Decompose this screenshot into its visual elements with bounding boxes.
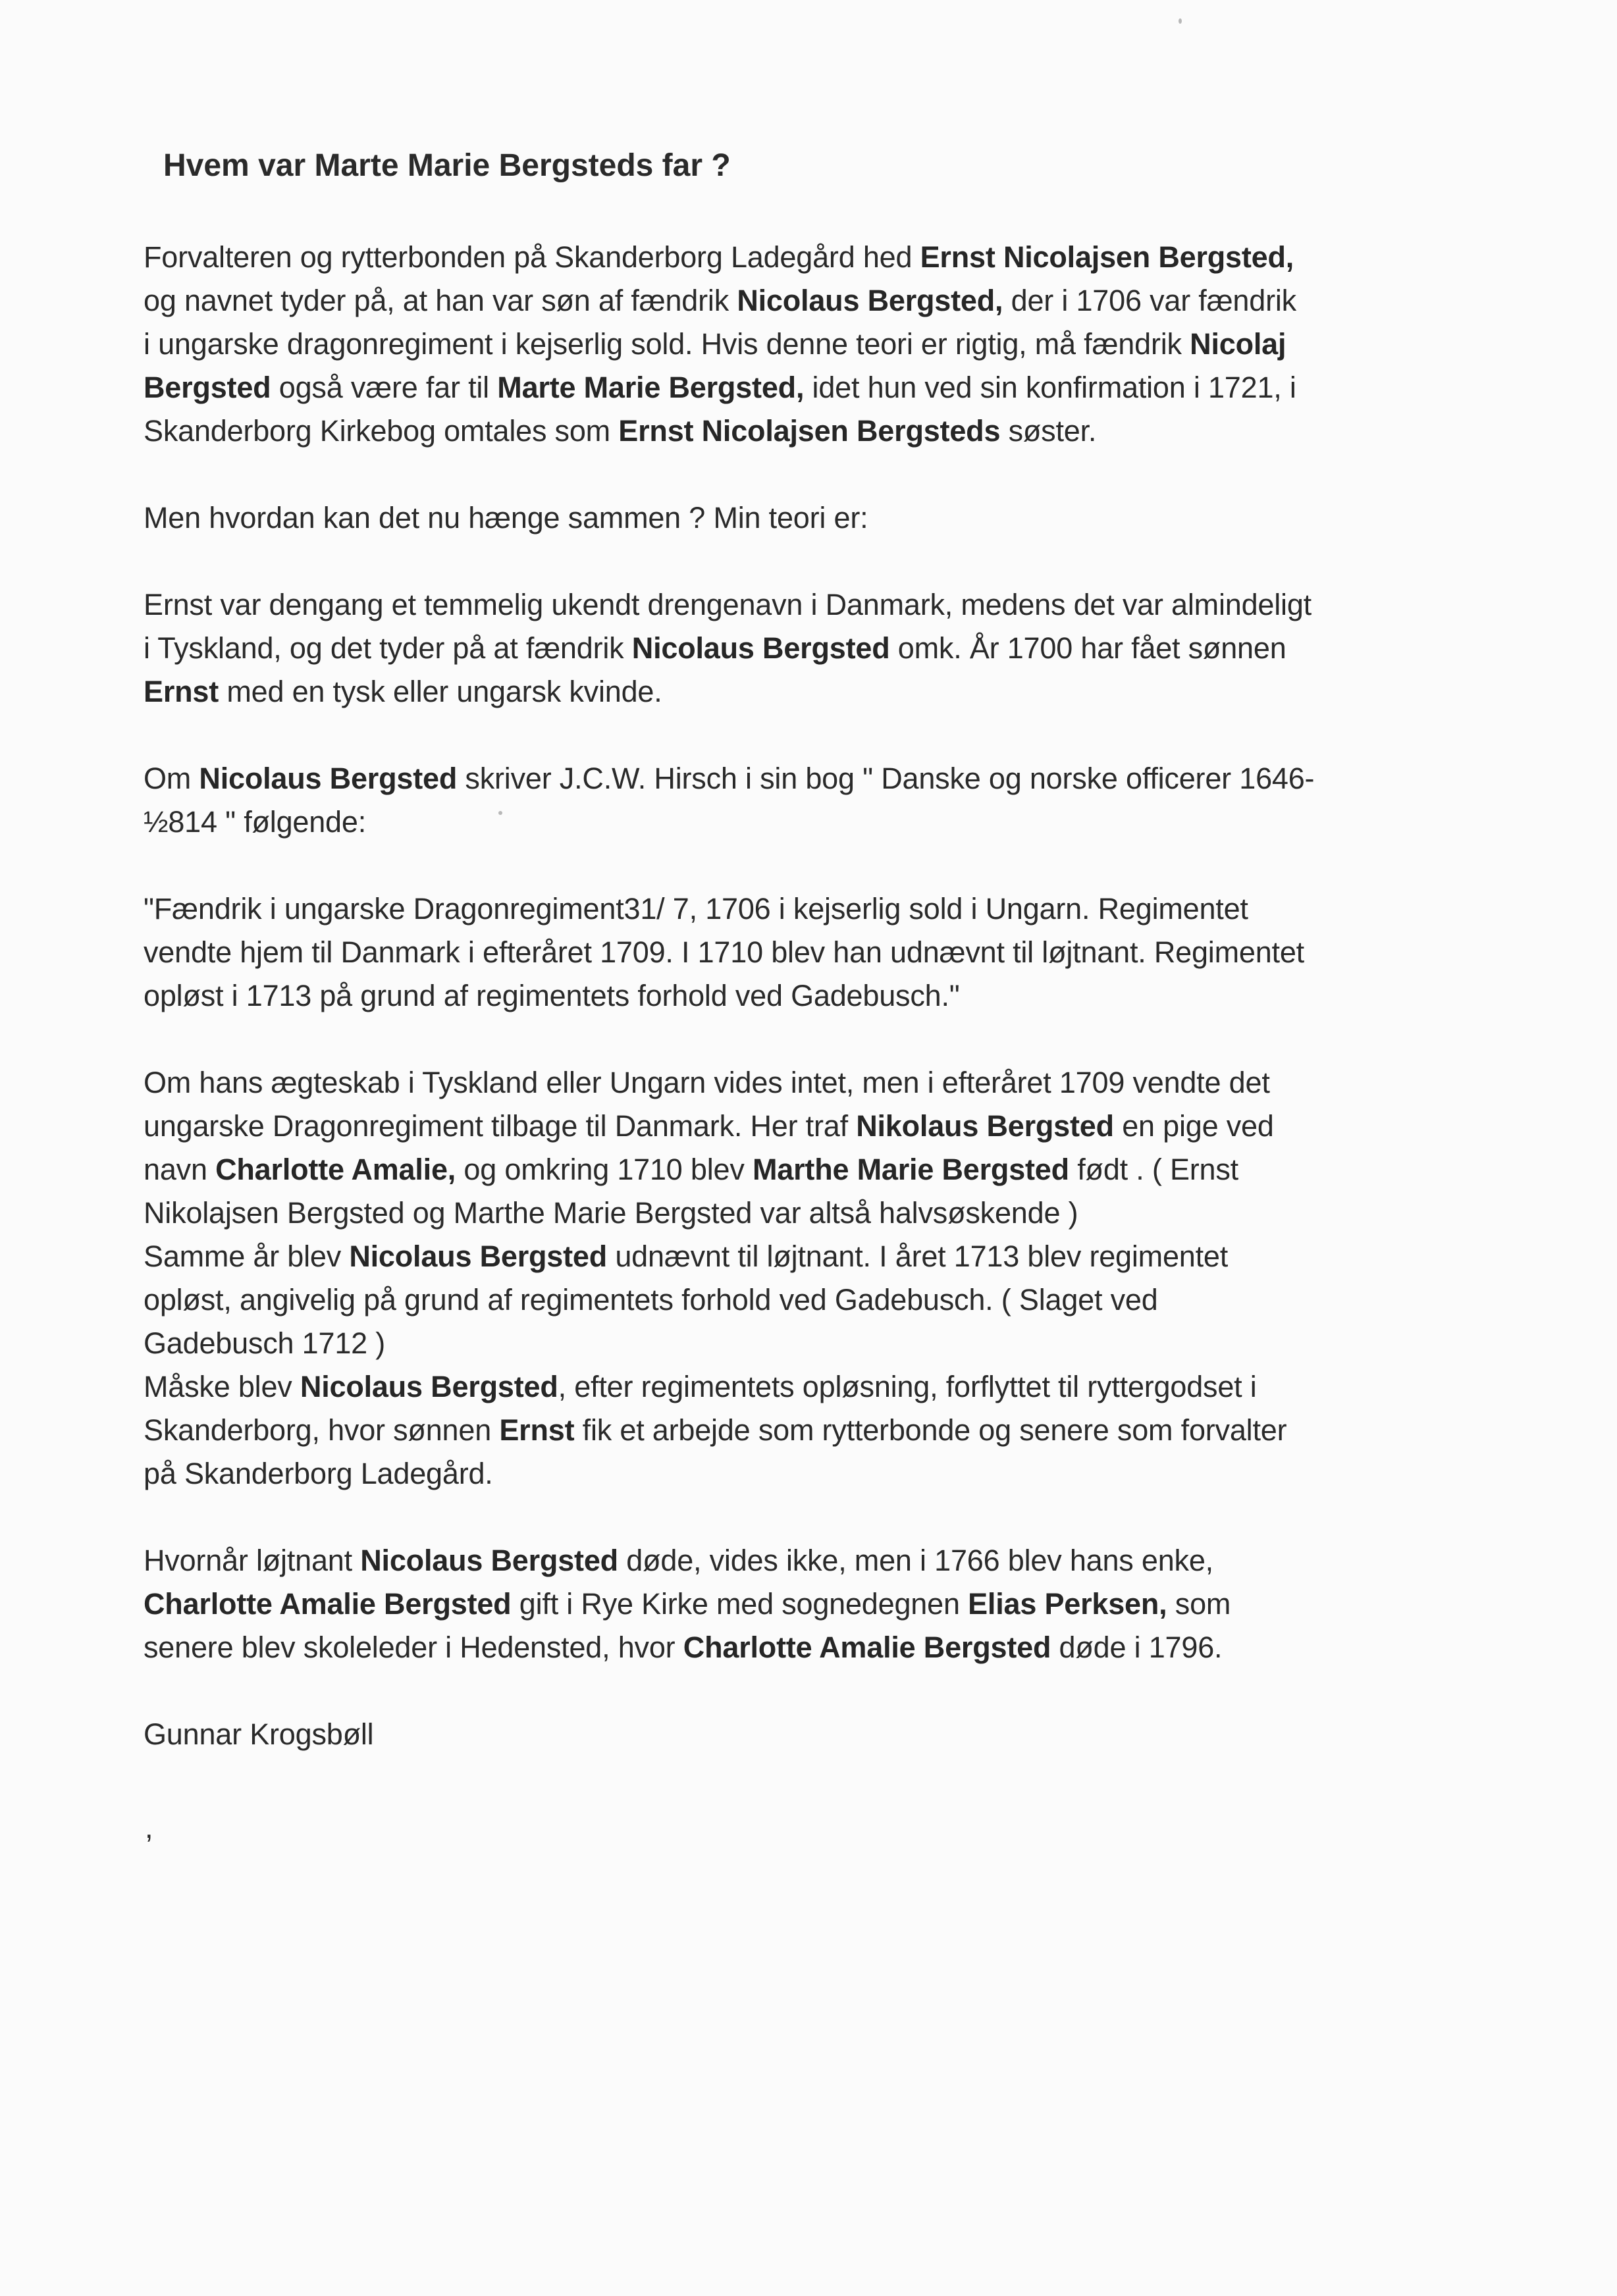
document-title: Hvem var Marte Marie Bergsteds far ? [163,148,731,183]
text-line: ungarske Dragonregiment tilbage til Danmark. Her traf Nikolaus Bergsted en pige ved [144,1109,1274,1143]
document-body [144,236,1480,1756]
text-line: Skanderborg Kirkebog omtales som Ernst Nicolajsen Bergsteds søster. [144,414,1097,448]
name-nicolaus-bergsted: Nicolaus Bergsted, [737,284,1003,317]
text-line: "Fændrik i ungarske Dragonregiment31/ 7, 1706 i kejserlig sold i Ungarn. Regimentet [144,892,1248,926]
paragraph-quote [144,887,1480,1018]
text-line: i ungarske dragonregiment i kejserlig sold. Hvis denne teori er rigtig, må fændrik Nicolaj [144,327,1286,361]
text-line: Om hans ægteskab i Tyskland eller Ungarn vides intet, men i efteråret 1709 vendte det [144,1066,1270,1099]
name-ernst: Ernst [144,675,219,708]
paragraph-marriage [144,1061,1480,1496]
name-elias-perksen: Elias Perksen, [968,1587,1167,1621]
text-line: på Skanderborg Ladegård. [144,1457,493,1490]
name-nicolaus-bergsted: Nicolaus Bergsted [199,762,458,795]
text-line: Forvalteren og rytterbonden på Skanderborg Ladegård hed Ernst Nicolajsen Bergsted, [144,240,1294,274]
text-line: Samme år blev Nicolaus Bergsted udnævnt til løjtnant. I året 1713 blev regimentet [144,1239,1229,1273]
text-line: i Tyskland, og det tyder på at fændrik Nicolaus Bergsted omk. År 1700 har fået sønnen [144,631,1286,665]
text-line: Måske blev Nicolaus Bergsted, efter regimentets opløsning, forflyttet til ryttergodset i [144,1370,1257,1403]
name-marte-marie-bergsted: Marte Marie Bergsted, [497,371,805,404]
text-line: Charlotte Amalie Bergsted gift i Rye Kirke med sognedegnen Elias Perksen, som [144,1587,1231,1621]
paper-speck [498,811,502,815]
text-line: ½814 " følgende: [144,805,367,839]
name-nicolaus-bergsted: Nicolaus Bergsted [360,1544,618,1577]
text-line: og navnet tyder på, at han var søn af fændrik Nicolaus Bergsted, der i 1706 var fændrik [144,284,1296,317]
author-signature: Gunnar Krogsbøll [144,1717,374,1751]
name-bergsted: Bergsted [144,371,271,404]
paragraph-forvalteren [144,236,1480,453]
name-ernst-nicolajsen-bergsteds: Ernst Nicolajsen Bergsteds [618,414,1001,448]
name-ernst: Ernst [499,1413,575,1447]
paragraph-ernst-name [144,583,1480,714]
text-line: Hvornår løjtnant Nicolaus Bergsted døde, vides ikke, men i 1766 blev hans enke, [144,1544,1213,1577]
name-charlotte-amalie-bergsted: Charlotte Amalie Bergsted [683,1631,1051,1664]
text-line: vendte hjem til Danmark i efteråret 1709. I 1710 blev han udnævnt til løjtnant. Regimentet [144,935,1304,969]
text-line: navn Charlotte Amalie, og omkring 1710 blev Marthe Marie Bergsted født . ( Ernst [144,1153,1238,1186]
paragraph-question [144,496,1480,540]
name-marthe-marie-bergsted: Marthe Marie Bergsted [752,1153,1069,1186]
name-nicolaus-bergsted: Nicolaus Bergsted [349,1239,608,1273]
name-nicolaus-bergsted: Nicolaus Bergsted [300,1370,558,1403]
name-ernst-nicolajsen-bergsted: Ernst Nicolajsen Bergsted, [920,240,1294,274]
name-nicolaus-bergsted: Nicolaus Bergsted [631,631,890,665]
text-line: senere blev skoleleder i Hedensted, hvor Charlotte Amalie Bergsted døde i 1796. [144,1631,1223,1664]
paragraph-death [144,1539,1480,1669]
text-line: Ernst med en tysk eller ungarsk kvinde. [144,675,662,708]
text-line: Men hvordan kan det nu hænge sammen ? Min teori er: [144,501,868,535]
name-nikolaus-bergsted: Nikolaus Bergsted [856,1109,1114,1143]
text-line: Ernst var dengang et temmelig ukendt drengenavn i Danmark, medens det var almindeligt [144,588,1312,621]
name-charlotte-amalie-bergsted: Charlotte Amalie Bergsted [144,1587,512,1621]
stray-mark: , [145,1811,153,1844]
paper-speck [1179,18,1182,24]
text-line: Om Nicolaus Bergsted skriver J.C.W. Hirsch i sin bog " Danske og norske officerer 1646- [144,762,1315,795]
name-charlotte-amalie: Charlotte Amalie, [215,1153,456,1186]
text-line: Nikolajsen Bergsted og Marthe Marie Bergsted var altså halvsøskende ) [144,1196,1078,1230]
text-line: opløst i 1713 på grund af regimentets forhold ved Gadebusch." [144,979,960,1012]
text-line: Gadebusch 1712 ) [144,1326,386,1360]
text-line: Bergsted også være far til Marte Marie Bergsted, idet hun ved sin konfirmation i 1721, i [144,371,1296,404]
paragraph-hirsch [144,757,1480,844]
text-line: Skanderborg, hvor sønnen Ernst fik et arbejde som rytterbonde og senere som forvalter [144,1413,1287,1447]
text-line: opløst, angivelig på grund af regimentets forhold ved Gadebusch. ( Slaget ved [144,1283,1158,1317]
name-nicolaj: Nicolaj [1190,327,1286,361]
